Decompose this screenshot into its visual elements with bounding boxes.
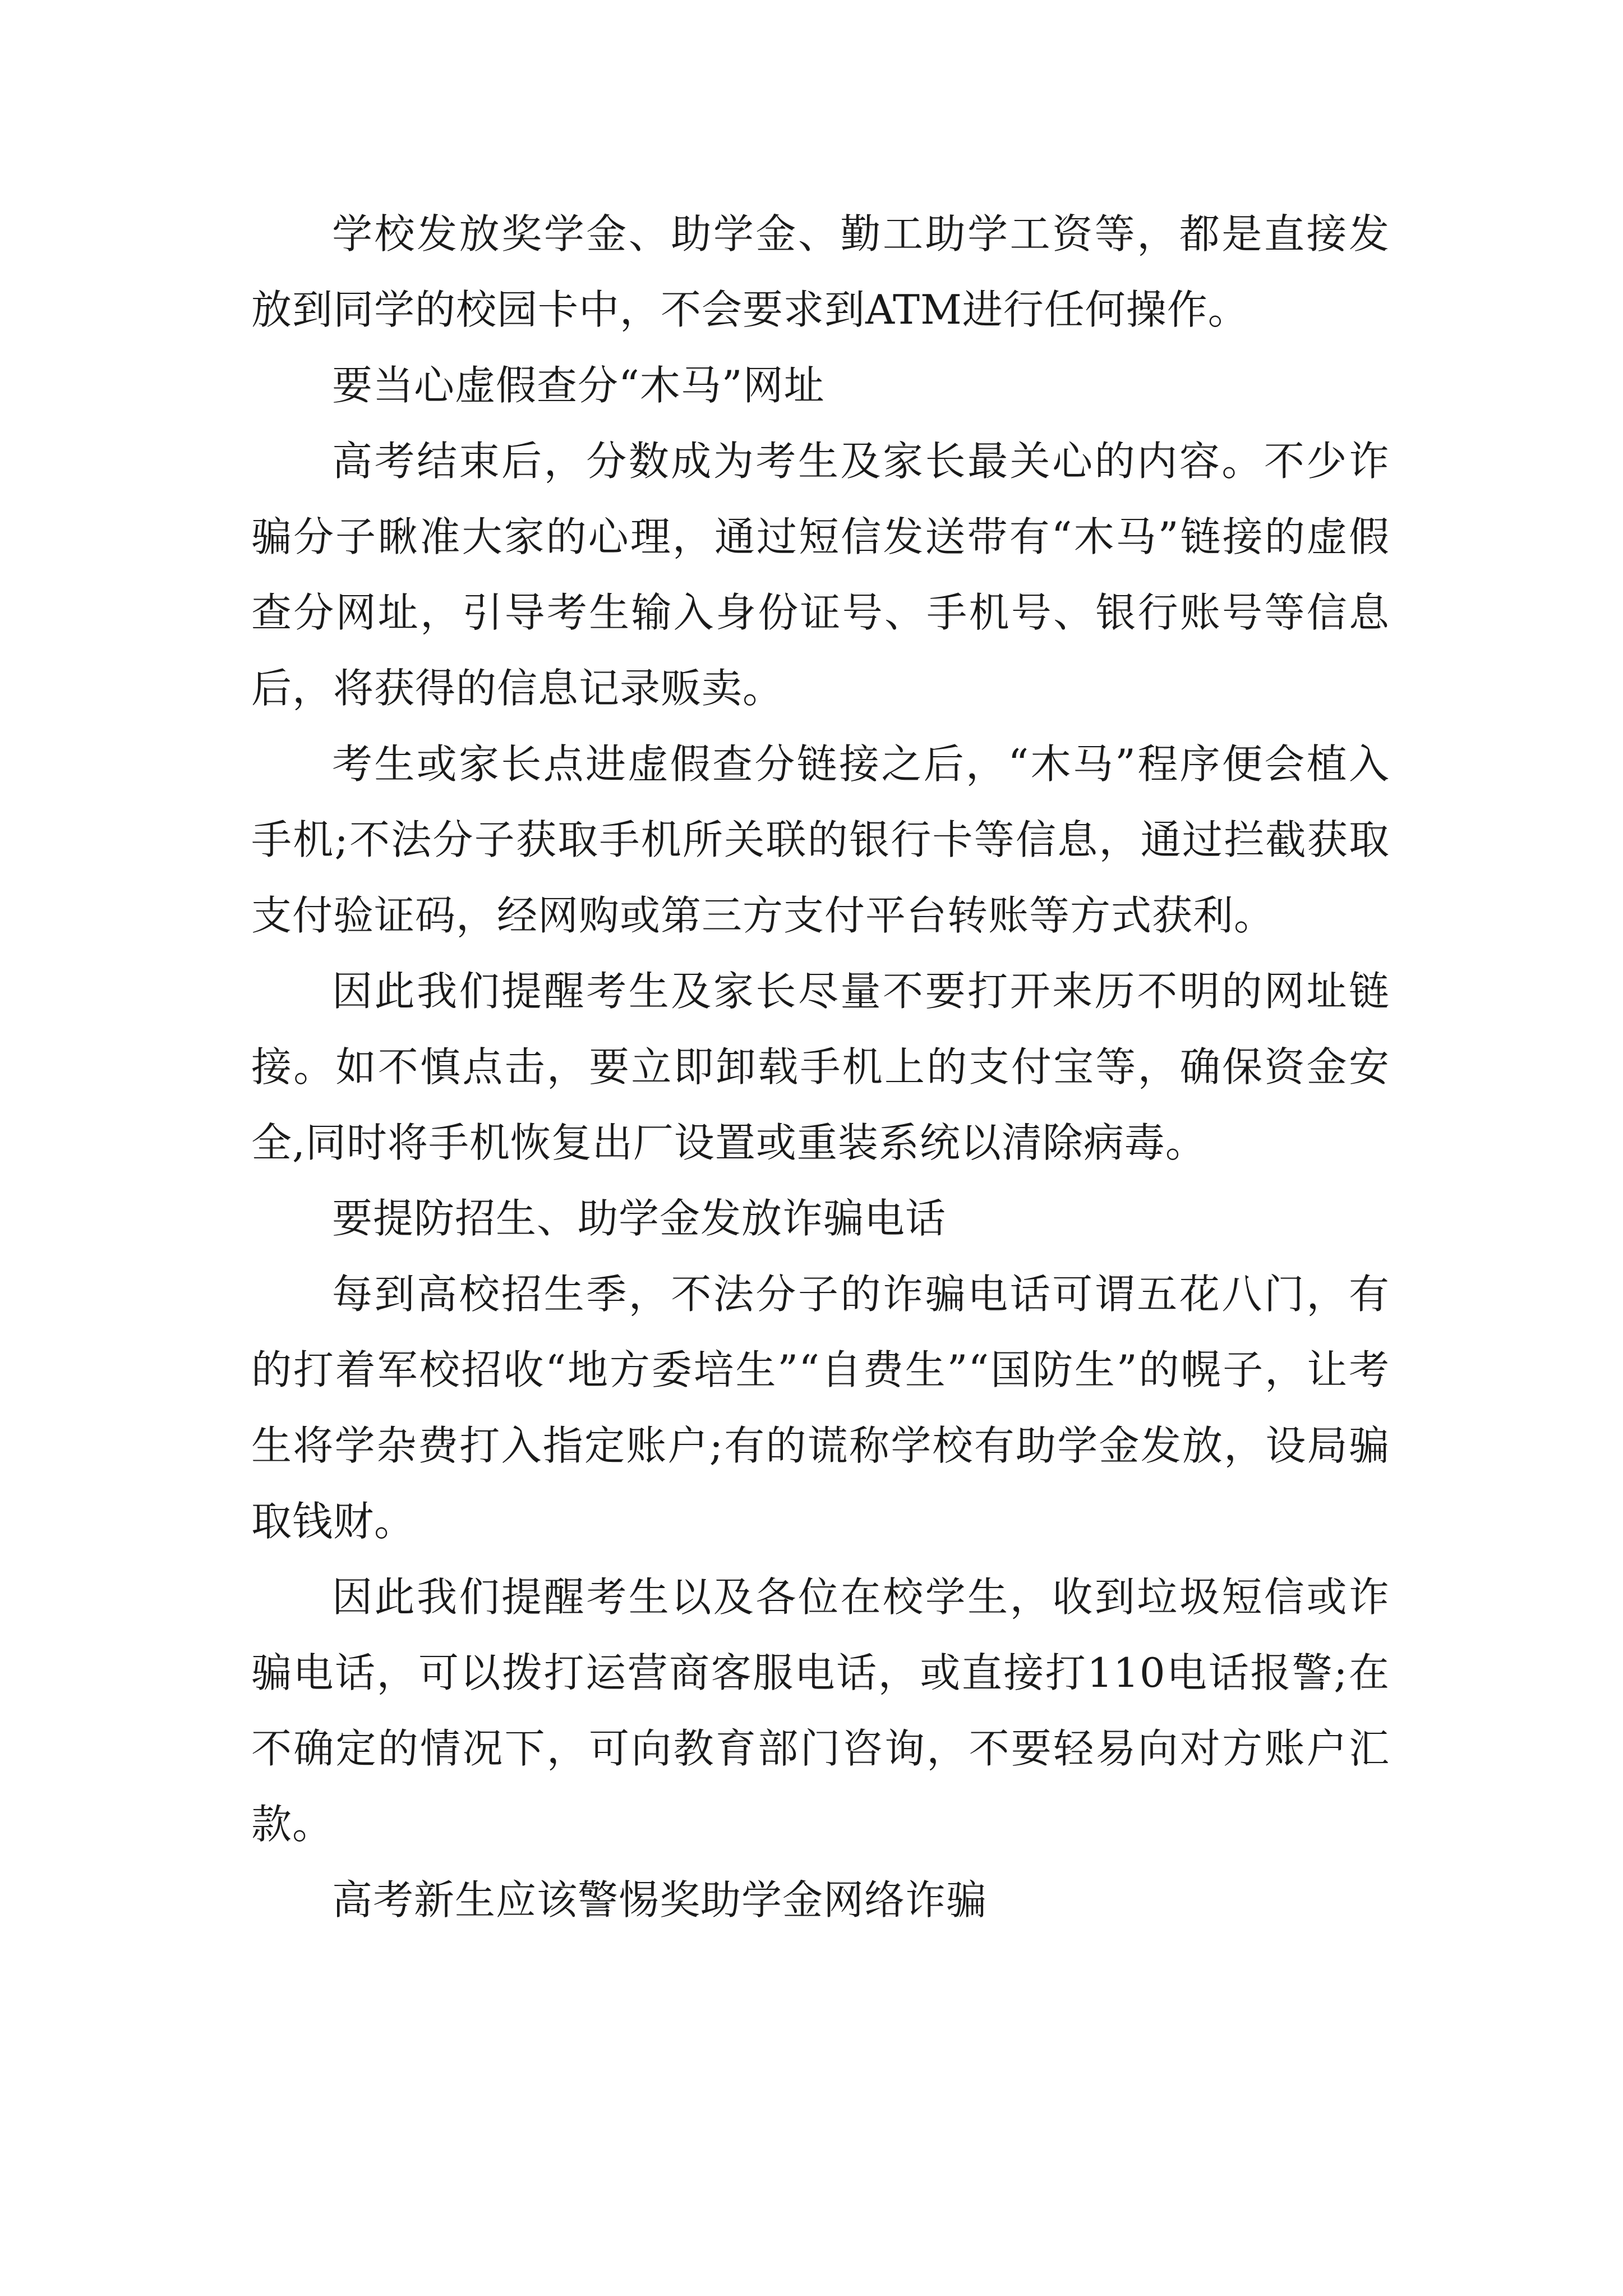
paragraph-phone-warning: 因此我们提醒考生以及各位在校学生，收到垃圾短信或诈骗电话，可以拨打运营商客服电话，或直接打110电话报警;在不确定的情况下，可向教育部门咨询，不要轻易向对方账户汇款。 — [251, 1573, 1390, 1848]
paragraph-score-fraud: 高考结束后，分数成为考生及家长最关心的内容。不少诈骗分子瞅准大家的心理，通过短信发送带有“木马”链接的虚假查分网址，引导考生输入身份证号、手机号、银行账号等信息后，将获得的信息记录贩卖。 — [251, 438, 1390, 712]
paragraph-scholarship-card: 学校发放奖学金、助学金、勤工助学工资等，都是直接发放到同学的校园卡中，不会要求到ATM进行任何操作。 — [251, 210, 1390, 333]
paragraph-link-warning: 因此我们提醒考生及家长尽量不要打开来历不明的网址链接。如不慎点击，要立即卸载手机上的支付宝等，确保资金安全,同时将手机恢复出厂设置或重装系统以清除病毒。 — [251, 968, 1390, 1166]
heading-online-scholarship-fraud: 高考新生应该警惕奖助学金网络诈骗 — [332, 1876, 988, 1924]
paragraph-trojan-effects: 考生或家长点进虚假查分链接之后，“木马”程序便会植入手机;不法分子获取手机所关联的银行卡等信息，通过拦截获取支付验证码，经网购或第三方支付平台转账等方式获利。 — [251, 740, 1390, 939]
heading-fake-score-trojan: 要当心虚假查分“木马”网址 — [332, 362, 825, 409]
document-body — [251, 196, 1390, 1938]
heading-enrollment-phone-fraud: 要提防招生、助学金发放诈骗电话 — [332, 1195, 947, 1242]
paragraph-enrollment-fraud: 每到高校招生季，不法分子的诈骗电话可谓五花八门，有的打着军校招收“地方委培生”“自费生”“国防生”的幌子，让考生将学杂费打入指定账户;有的谎称学校有助学金发放，设局骗取钱财。 — [251, 1271, 1390, 1545]
